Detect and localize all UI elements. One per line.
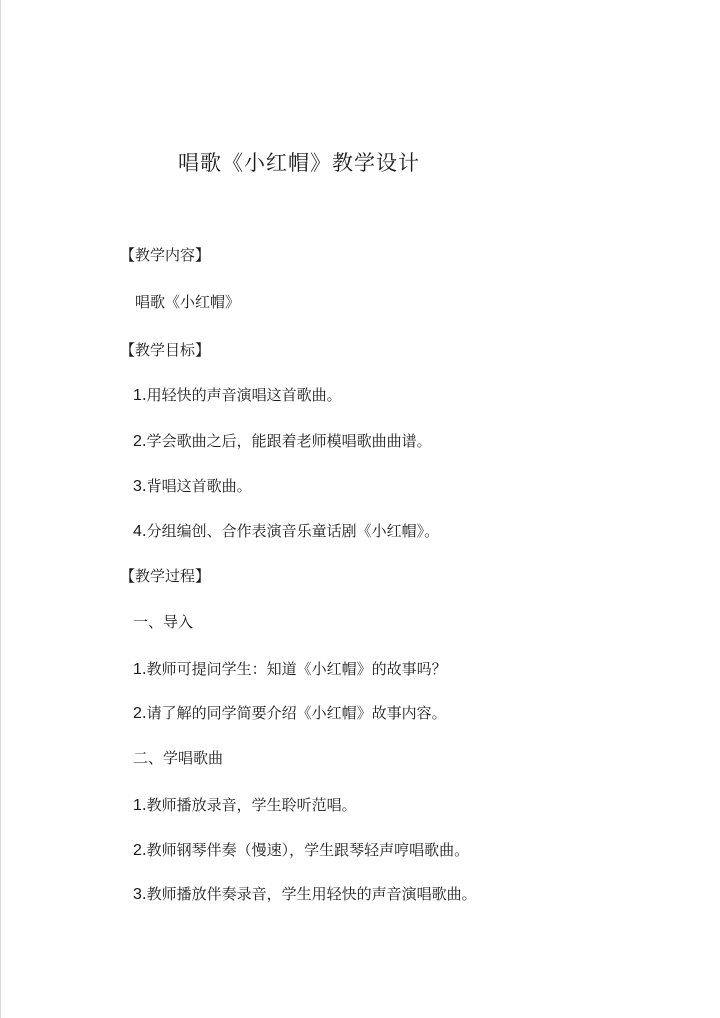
learn-item	[133, 884, 477, 905]
intro-item	[133, 703, 447, 724]
learn-item	[133, 840, 469, 861]
goal-text: .用轻快的声音演唱这首歌曲。	[141, 386, 342, 404]
learn-text: .教师播放录音，学生聆听范唱。	[141, 796, 357, 814]
goal-item	[133, 476, 252, 497]
section-heading-goals: 【教学目标】	[120, 341, 211, 359]
goal-number: 4	[133, 523, 142, 540]
learn-text: .教师播放伴奏录音，学生用轻快的声音演唱歌曲。	[141, 885, 477, 903]
learn-number: 3	[133, 886, 142, 903]
content-text: 唱歌《小红帽》	[135, 293, 241, 311]
intro-text: .请了解的同学简要介绍《小红帽》故事内容。	[141, 704, 447, 722]
page-title: 唱歌《小红帽》教学设计	[178, 151, 420, 175]
goal-item	[133, 431, 432, 452]
goal-number: 3	[133, 478, 142, 495]
goal-text: .学会歌曲之后，能跟着老师模唱歌曲曲谱。	[141, 432, 432, 450]
goal-text: .分组编创、合作表演音乐童话剧《小红帽》。	[141, 522, 440, 540]
learn-number: 2	[133, 842, 142, 859]
goal-item	[133, 385, 342, 406]
learn-item	[133, 795, 357, 816]
learn-number: 1	[133, 797, 142, 814]
goal-number: 2	[133, 433, 142, 450]
subheading-intro: 一、导入	[133, 613, 194, 631]
goal-text: .背唱这首歌曲。	[141, 477, 252, 495]
learn-text: .教师钢琴伴奏（慢速），学生跟琴轻声哼唱歌曲。	[141, 841, 470, 859]
intro-item	[133, 659, 447, 680]
page-edge	[0, 0, 1, 1018]
intro-text: .教师可提问学生：知道《小红帽》的故事吗？	[141, 660, 447, 678]
goal-number: 1	[133, 387, 142, 404]
subheading-learn: 二、学唱歌曲	[133, 749, 224, 767]
section-heading-process: 【教学过程】	[120, 567, 211, 585]
goal-item	[133, 521, 439, 542]
section-heading-content: 【教学内容】	[120, 246, 211, 264]
intro-number: 1	[133, 661, 142, 678]
intro-number: 2	[133, 705, 142, 722]
